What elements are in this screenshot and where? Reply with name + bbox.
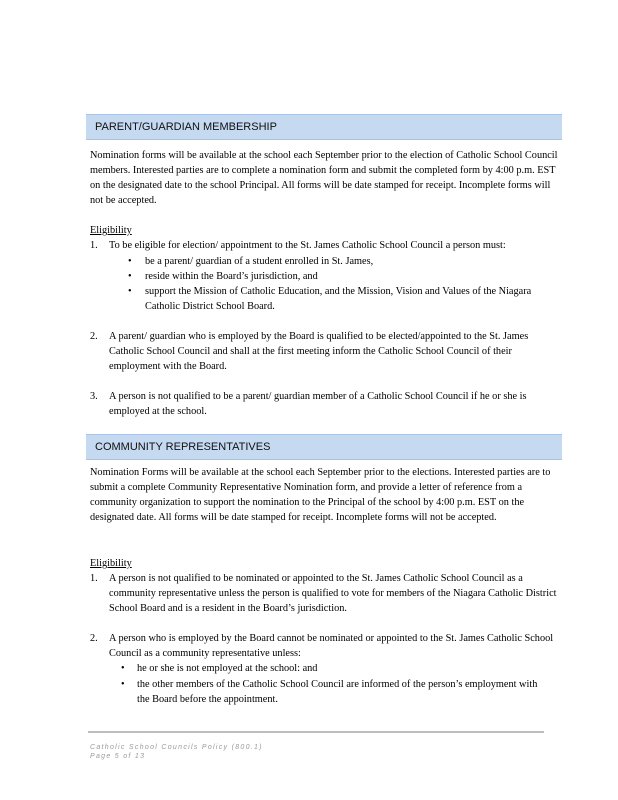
list-item — [90, 571, 560, 616]
bullet-item — [128, 269, 538, 284]
bullet-icon: • — [121, 679, 125, 690]
bullet-icon: • — [128, 286, 132, 297]
item-text: A parent/ guardian who is employed by the Board is qualified to be elected/appointed to the St. James Catholic School Council and shall at the first meeting inform the Catholic School Council of their employment with the Board. — [109, 331, 529, 372]
item-number: 3. — [90, 391, 98, 402]
eligibility-label: Eligibility — [90, 225, 132, 236]
bullet-item — [128, 284, 538, 314]
community-representatives-intro: Nomination Forms will be available at the school each September prior to the elections. Interested parties are to submit a complete Community Representative Nomination form, and provide a letter of reference from a community organization to support the nomination to the Principal of the school by 4:00 p.m. EST on the designated date. All forms will be date stamped for receipt. Incomplete forms will not be accepted. — [90, 467, 551, 523]
bullet-item — [128, 254, 538, 269]
list-item — [90, 389, 560, 419]
bullet-item — [121, 661, 541, 676]
list-item — [90, 238, 560, 253]
list-item — [90, 329, 560, 374]
footer-policy-reference: Catholic School Councils Policy (800.1) — [90, 744, 263, 751]
item-number: 1. — [90, 240, 98, 251]
item-text: A person is not qualified to be a parent/ guardian member of a Catholic School Council if he or she is employed at the school. — [109, 391, 527, 417]
item-text: A person is not qualified to be nominated or appointed to the St. James Catholic School Council as a community representative unless the person is qualified to vote for members of the Niagara Catholic District School Board and is a resident in the Board’s jurisdiction. — [109, 573, 557, 614]
bullet-text: he or she is not employed at the school: and — [137, 663, 318, 674]
item-number: 2. — [90, 331, 98, 342]
bullet-icon: • — [128, 256, 132, 267]
parent-guardian-intro: Nomination forms will be available at the school each September prior to the election of Catholic School Council members. Interested parties are to complete a nomination form and submit the completed form by 4:00 p.m. EST on the designated date to the school Principal. All forms will be date stamped for receipt. Incomplete forms will not be accepted. — [90, 150, 558, 206]
bullet-text: support the Mission of Catholic Education, and the Mission, Vision and Values of the Niagara Catholic District School Board. — [145, 286, 532, 312]
footer-divider — [88, 731, 544, 733]
section-heading-community-representatives: COMMUNITY REPRESENTATIVES — [86, 434, 562, 460]
section-heading-parent-guardian: PARENT/GUARDIAN MEMBERSHIP — [86, 114, 562, 140]
bullet-item — [121, 677, 541, 707]
eligibility-label: Eligibility — [90, 558, 132, 569]
item-number: 2. — [90, 633, 98, 644]
bullet-text: reside within the Board’s jurisdiction, and — [145, 271, 318, 282]
bullet-text: be a parent/ guardian of a student enrolled in St. James, — [145, 256, 374, 267]
bullet-text: the other members of the Catholic School Council are informed of the person’s employment with the Board before the appointment. — [137, 679, 538, 705]
bullet-icon: • — [128, 271, 132, 282]
bullet-icon: • — [121, 663, 125, 674]
list-item — [90, 631, 560, 661]
item-text: A person who is employed by the Board cannot be nominated or appointed to the St. James Catholic School Council as a community representative unless: — [109, 633, 554, 659]
item-number: 1. — [90, 573, 98, 584]
footer-page-number: Page 5 of 13 — [90, 753, 146, 760]
item-text: To be eligible for election/ appointment to the St. James Catholic School Council a person must: — [109, 240, 506, 251]
